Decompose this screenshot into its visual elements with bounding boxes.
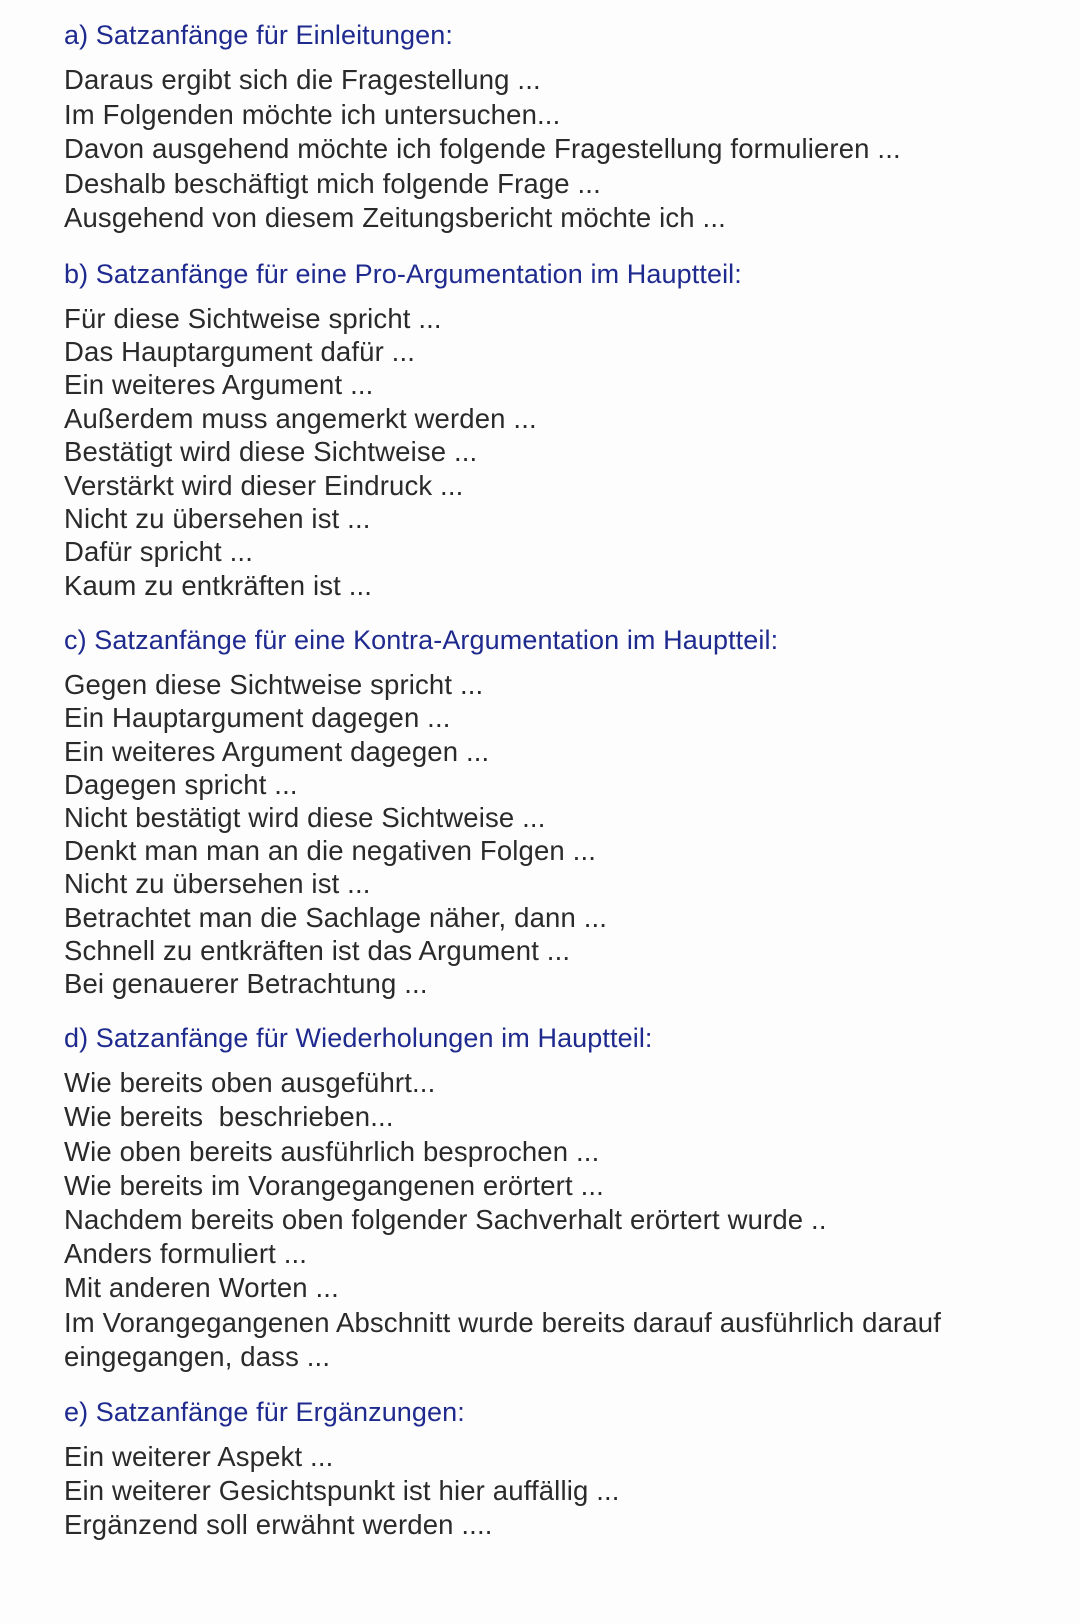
phrase-line: Daraus ergibt sich die Fragestellung ...: [64, 64, 541, 95]
phrase-line: Betrachtet man die Sachlage näher, dann ...: [64, 901, 608, 933]
phrase-line: Dagegen spricht ...: [64, 768, 298, 800]
phrase-line: Wie bereits oben ausgeführt...: [64, 1067, 436, 1099]
phrase-line: Ein weiteres Argument ...: [64, 369, 374, 401]
section-heading: e) Satzanfänge für Ergänzungen:: [64, 1397, 465, 1428]
phrase-list: [64, 1066, 1020, 1374]
phrase-line: Denkt man man an die negativen Folgen ...: [64, 835, 597, 867]
phrase-line: Ein Hauptargument dagegen ...: [64, 702, 451, 734]
phrase-line: Ein weiteres Argument dagegen ...: [64, 735, 490, 767]
phrase-line: Ein weiterer Gesichtspunkt ist hier auffällig ...: [64, 1475, 620, 1507]
phrase-line: Im Vorangegangenen Abschnitt wurde bereits darauf ausführlich darauf: [64, 1306, 942, 1338]
phrase-list: [64, 1440, 1020, 1542]
phrase-line: Für diese Sichtweise spricht ...: [64, 302, 442, 334]
phrase-line: Nachdem bereits oben folgender Sachverhalt erörtert wurde ..: [64, 1204, 827, 1235]
phrase-line: Anders formuliert ...: [64, 1238, 308, 1270]
phrase-line: Nicht bestätigt wird diese Sichtweise ...: [64, 801, 546, 833]
phrase-list: [64, 302, 1020, 603]
phrase-line: Kaum zu entkräften ist ...: [64, 569, 373, 601]
phrase-line: Davon ausgehend möchte ich folgende Fragestellung formulieren ...: [64, 133, 901, 164]
phrase-line: Das Hauptargument dafür ...: [64, 335, 416, 367]
phrase-line: Mit anderen Worten ...: [64, 1272, 339, 1304]
phrase-line: Deshalb beschäftigt mich folgende Frage ...: [64, 167, 601, 199]
section-einleitungen: [64, 18, 1020, 236]
phrase-line: Verstärkt wird dieser Eindruck ...: [64, 469, 464, 501]
phrase-line: Ein weiterer Aspekt ...: [64, 1441, 334, 1473]
phrase-line: Dafür spricht ...: [64, 536, 253, 568]
phrase-line: Im Folgenden möchte ich untersuchen...: [64, 98, 561, 130]
phrase-line: Bestätigt wird diese Sichtweise ...: [64, 436, 478, 468]
phrase-line: eingegangen, dass ...: [64, 1340, 331, 1372]
phrase-line: Ausgehend von diesem Zeitungsbericht möchte ich ...: [64, 202, 726, 233]
section-wiederholungen: [64, 1021, 1020, 1374]
section-ergaenzungen: [64, 1395, 1020, 1542]
phrase-line: Ergänzend soll erwähnt werden ....: [64, 1509, 493, 1541]
section-heading: d) Satzanfänge für Wiederholungen im Hauptteil:: [64, 1023, 653, 1054]
phrase-line: Wie bereits im Vorangegangenen erörtert ...: [64, 1169, 604, 1201]
section-heading: a) Satzanfänge für Einleitungen:: [64, 20, 453, 50]
phrase-line: Nicht zu übersehen ist ...: [64, 502, 371, 534]
phrase-line: Wie oben bereits ausführlich besprochen ...: [64, 1135, 600, 1167]
section-heading: c) Satzanfänge für eine Kontra-Argumentation im Hauptteil:: [64, 625, 779, 656]
phrase-line: Außerdem muss angemerkt werden ...: [64, 402, 537, 434]
phrase-line: Wie bereits beschrieben...: [64, 1101, 394, 1133]
section-pro-argumentation: [64, 257, 1020, 603]
phrase-list: [64, 668, 1020, 1000]
phrase-line: Schnell zu entkräften ist das Argument ...: [64, 934, 571, 966]
phrase-line: Bei genauerer Betrachtung ...: [64, 967, 428, 999]
section-kontra-argumentation: [64, 623, 1020, 1000]
phrase-list: [64, 63, 1020, 236]
phrase-line: Gegen diese Sichtweise spricht ...: [64, 669, 484, 701]
section-heading: b) Satzanfänge für eine Pro-Argumentation im Hauptteil:: [64, 258, 742, 289]
phrase-line: Nicht zu übersehen ist ...: [64, 868, 371, 900]
